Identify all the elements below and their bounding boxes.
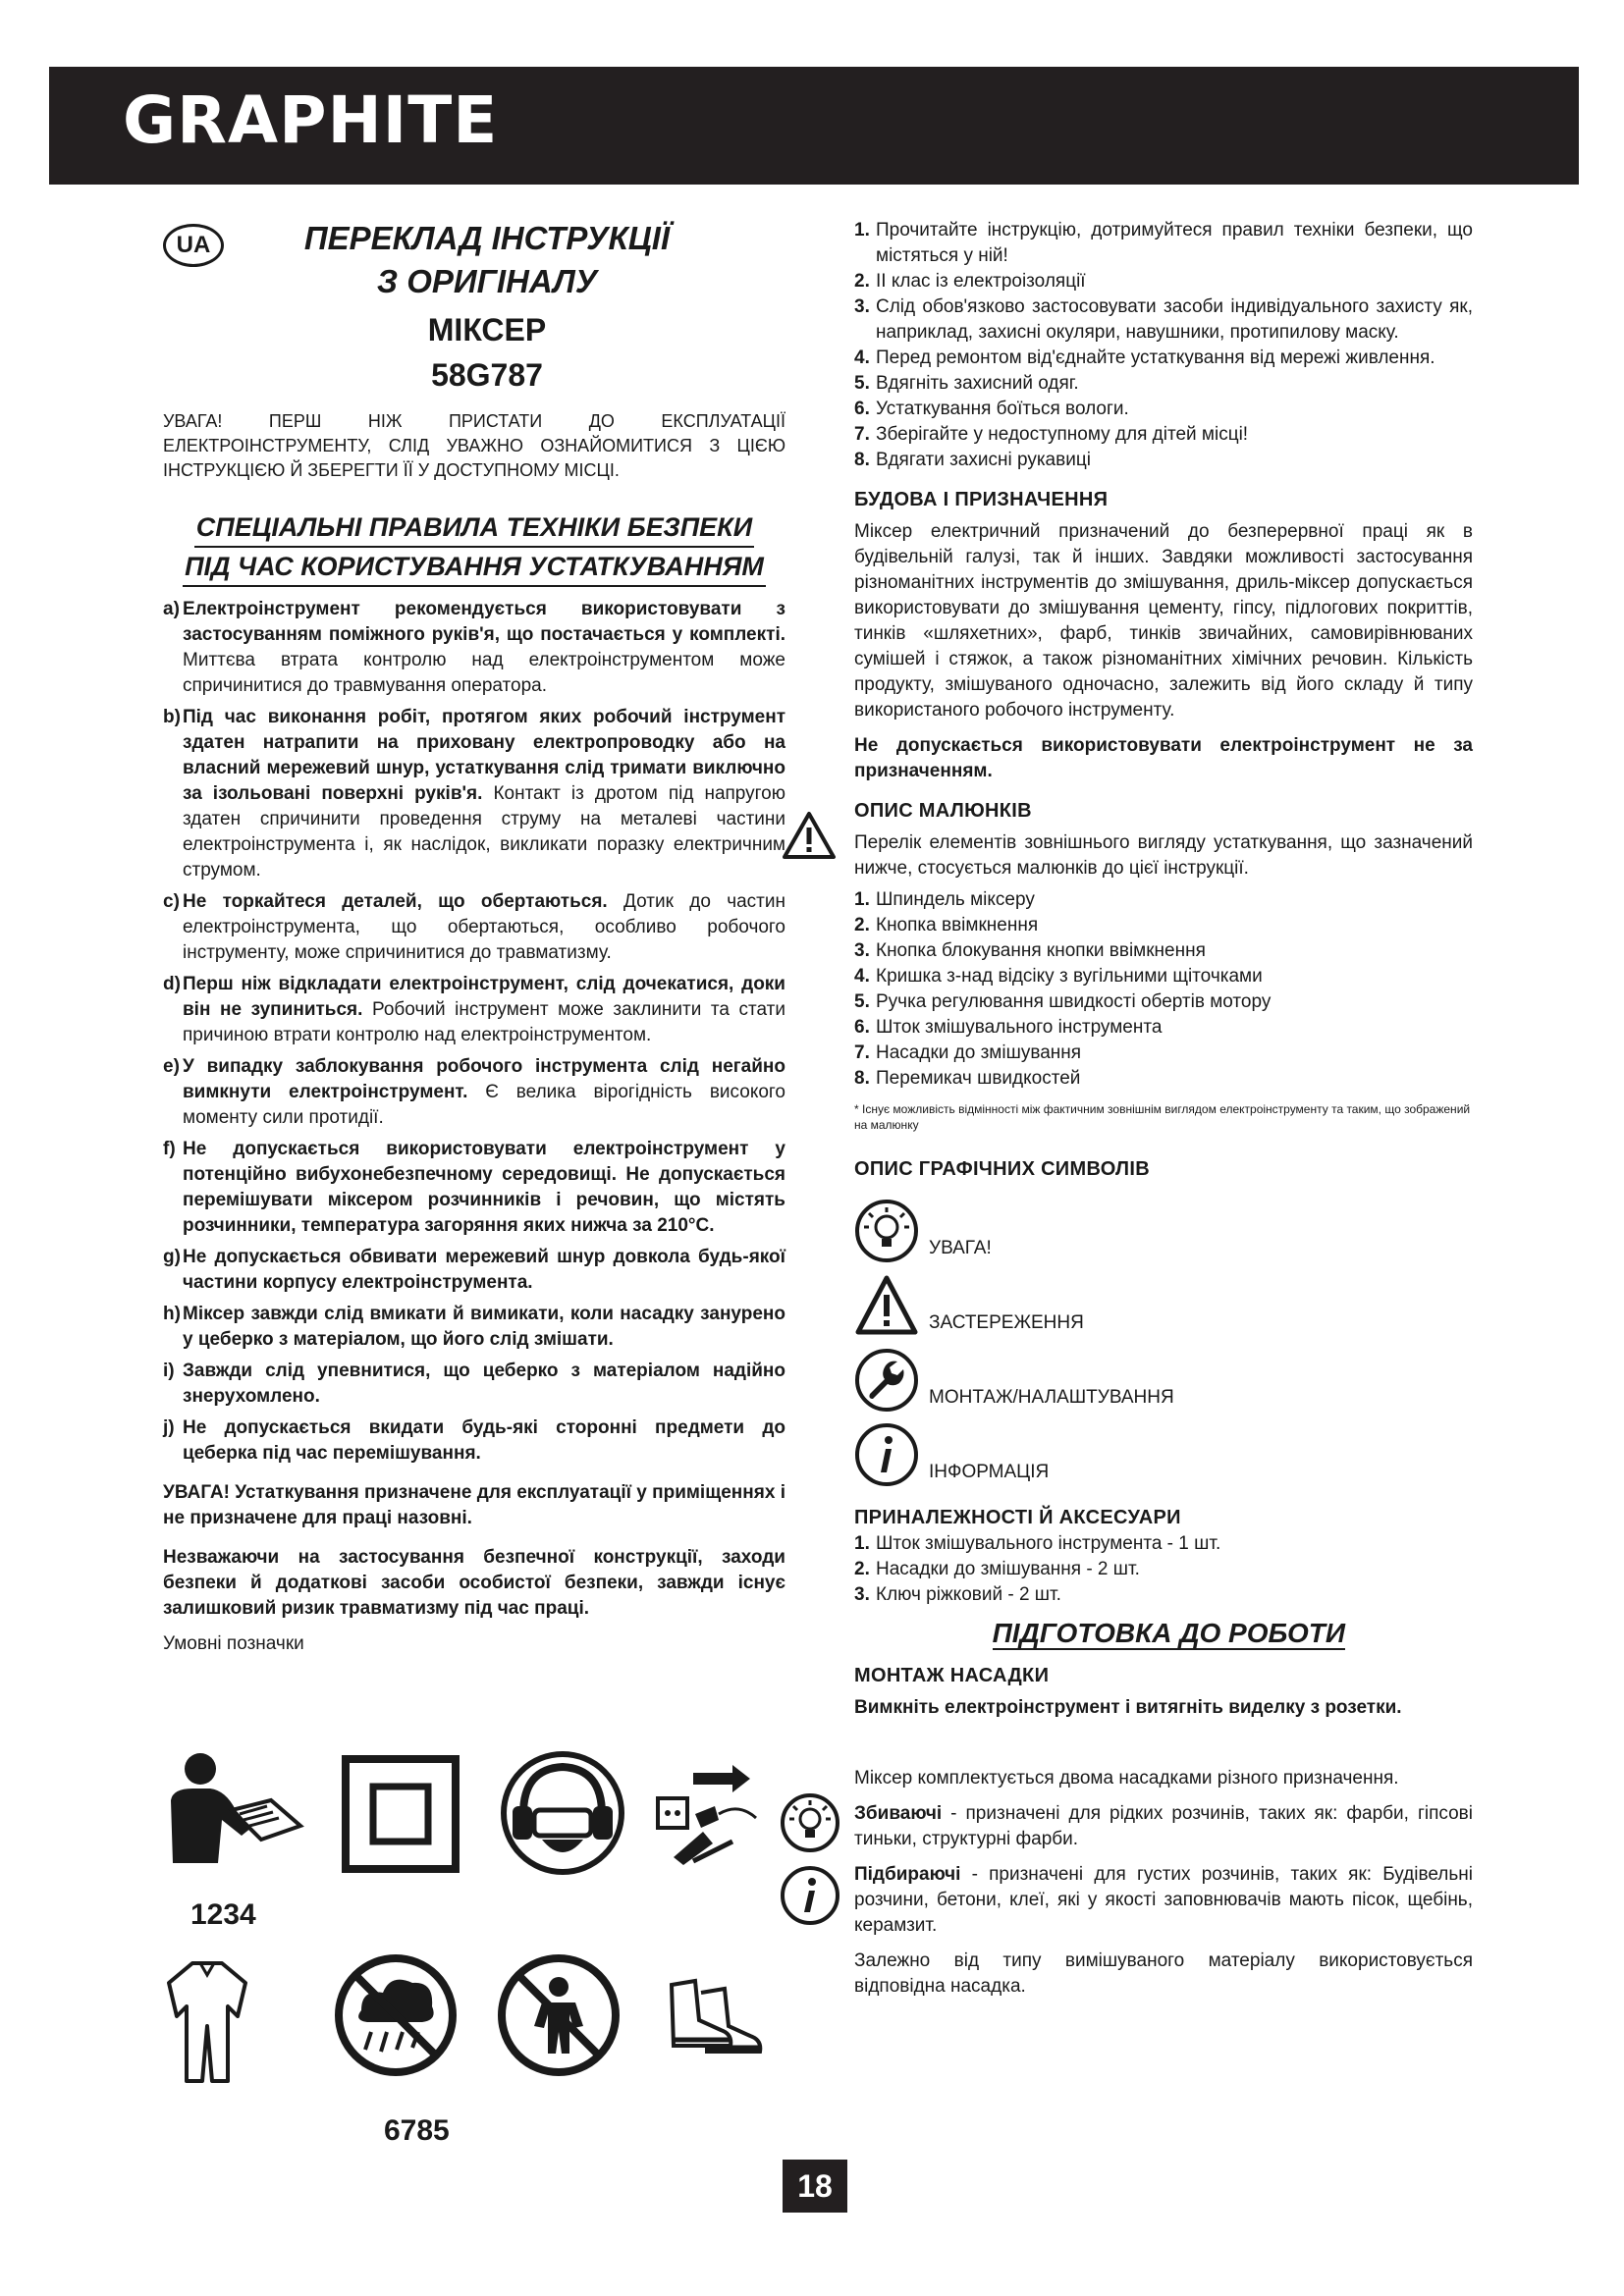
drawing-element-item: 7. Насадки до змішування: [854, 1042, 1082, 1063]
safety-section-title-1: СПЕЦІАЛЬНІ ПРАВИЛА ТЕХНІКИ БЕЗПЕКИ: [163, 508, 785, 548]
protective-equipment-icon: [499, 1749, 626, 1877]
pictogram-description-item: 6. Устаткування боїться вологи.: [854, 399, 1129, 419]
drawing-element-item: 2. Кнопка ввімкнення: [854, 915, 1039, 935]
pictogram-description-item: 5. Вдягніть захисний одяг.: [854, 373, 1079, 394]
pictogram-grid: [163, 1749, 791, 2147]
symbol-label: УВАГА!: [929, 1238, 992, 1258]
pictogram-description-item: 3. Слід обов'язково застосовувати засоби індивідуального захисту як, наприклад, захисні окуляри, навушники, протипилову маску.: [854, 296, 1473, 343]
accessories-heading: ПРИНАЛЕЖНОСТІ Й АКСЕСУАРИ: [854, 1507, 1181, 1528]
symbol-label: ІНФОРМАЦІЯ: [929, 1462, 1050, 1482]
safety-rule: c) Не торкайтеся деталей, що обертаються. Дотик до частин електроінструмента, що обертаються, особливо робочого інструменту, може спричинитися до травматизму.: [163, 891, 785, 963]
closing-paragraph: Залежно від типу вимішуваного матеріалу використовується відповідна насадка.: [854, 1950, 1473, 1997]
pictogram-description-list: [854, 218, 1473, 473]
protective-boots-icon: [662, 1965, 770, 2073]
bulb-icon: [854, 1199, 919, 1263]
wrench-icon: [854, 1348, 919, 1413]
purpose-heading: БУДОВА І ПРИЗНАЧЕННЯ: [854, 489, 1109, 510]
right-column: [854, 218, 1473, 2009]
symbol-label: ЗАСТЕРЕЖЕННЯ: [929, 1312, 1084, 1333]
safety-rule: j) Не допускається вкидати будь-які сторонні предмети до цеберка під час перемішування.: [163, 1417, 785, 1464]
title-line-2: З ОРИГІНАЛУ: [376, 263, 598, 299]
accessory-item: 2. Насадки до змішування - 2 шт.: [854, 1559, 1140, 1579]
symbol-label: МОНТАЖ/НАЛАШТУВАННЯ: [929, 1387, 1174, 1408]
drawings-intro: Перелік елементів зовнішнього вигляду устаткування, що зазначений нижче, стосується малюнків до цієї інструкції.: [854, 832, 1473, 879]
class-ii-insulation-icon: [342, 1755, 460, 1873]
read-manual-icon: [163, 1749, 310, 1865]
whisk-paragraph: Збиваючі - призначені для рідких розчинів, таких як: фарби, гіпсові тиньки, структурні фарби.: [854, 1803, 1473, 1849]
no-children-icon: [495, 1951, 623, 2079]
symbol-row-attention: [854, 1189, 1473, 1263]
mounting-heading: МОНТАЖ НАСАДКИ: [854, 1665, 1050, 1686]
pictogram-label-top: 1234: [190, 1898, 256, 1931]
accessories-list: [854, 1531, 1473, 1608]
intro-warning: УВАГА! ПЕРШ НІЖ ПРИСТАТИ ДО ЕКСПЛУАТАЦІЇ ЕЛЕКТРОІНСТРУМЕНТУ, СЛІД УВАЖНО ОЗНАЙОМИТИСЯ З ЦІЄЮ ІНСТРУКЦІЄЮ Й ЗБЕРЕГТИ ЇЇ У ДОСТУПНОМУ МІСЦІ.: [163, 411, 785, 480]
symbol-row-assembly: [854, 1338, 1473, 1413]
safety-rule: a) Електроінструмент рекомендується використовувати з застосуванням поміжного руків'я, що постачається у комплекті. Миттєва втрата контролю над електроінструментом може спричинитися до травмування оператора.: [163, 599, 785, 696]
accessory-item: 3. Ключ ріжковий - 2 шт.: [854, 1584, 1061, 1605]
drawing-element-item: 8. Перемикач швидкостей: [854, 1068, 1081, 1089]
drawing-element-item: 3. Кнопка блокування кнопки ввімкнення: [854, 940, 1206, 961]
page-number: 18: [783, 2160, 847, 2213]
model-number: 58G787: [431, 357, 543, 393]
drawing-elements-list: [854, 887, 1473, 1092]
warning-triangle-icon: [854, 1273, 919, 1338]
safety-rule: f) Не допускається використовувати електроінструмент у потенційно вибухонебезпечному середовищі. Не допускається перемішувати міксером розчинників і речовин, що містять розчинники, температура загоряння яких нижча за 210°C.: [163, 1139, 785, 1236]
info-icon: [854, 1422, 919, 1487]
symbol-row-warning: [854, 1263, 1473, 1338]
safety-rule: e) У випадку заблокування робочого інструмента слід негайно вимкнути електроінструмент. Є велика вірогідність високого моменту сили протидії.: [163, 1056, 785, 1128]
title-line-1: ПЕРЕКЛАД ІНСТРУКЦІЇ: [303, 220, 671, 256]
protective-clothing-icon: [163, 1957, 251, 2087]
symbols-list: [854, 1189, 1473, 1487]
legend-label: Умовні позначки: [163, 1633, 304, 1654]
accessory-item: 1. Шток змішувального інструмента - 1 шт.: [854, 1533, 1221, 1554]
safety-rule: b) Під час виконання робіт, протягом яких робочий інструмент здатен натрапити на приховану електропроводку або на власний мережевий шнур, устаткування слід тримати виключно за ізольовані поверхні руків'я. Контакт із дротом під напругою здатен спричинити проведення струму на металеві частини електроінструмента і, як наслідок, викликати поразку електричним струмом.: [163, 707, 785, 881]
symbols-heading: ОПИС ГРАФІЧНИХ СИМВОЛІВ: [854, 1158, 1150, 1180]
bulb-icon: [780, 1792, 840, 1853]
safety-rules-list: [163, 597, 785, 1467]
safety-rule: h) Міксер завжди слід вмикати й вимикати, коли насадку занурено у цеберко з матеріалом, що його слід змішати.: [163, 1304, 785, 1350]
drawings-footnote: * Існує можливість відмінності між фактичним зовнішнім виглядом електроінструменту та таким, що зображений на малюнку: [854, 1102, 1471, 1132]
drawing-element-item: 5. Ручка регулювання швидкості обертів мотору: [854, 991, 1272, 1012]
product-name: МІКСЕР: [427, 312, 547, 347]
pictogram-description-item: 8. Вдягати захисні рукавиці: [854, 450, 1091, 470]
residual-risk-note: Незважаючи на застосування безпечної конструкції, заходи безпеки й додаткові засоби особистої безпеки, завжди існує залишковий ризик травматизму під час праці.: [163, 1547, 785, 1619]
picker-paragraph: Підбираючі - призначені для густих розчинів, таких як: Будівельні розчини, бетони, клеї, які у якості заповнювачів мають пісок, щебінь, керамзит.: [854, 1864, 1473, 1936]
purpose-bold-note: Не допускається використовувати електроінструмент не за призначенням.: [854, 735, 1473, 781]
title-block: [163, 218, 785, 400]
safety-rule: g) Не допускається обвивати мережевий шнур довкола будь-якої частини корпусу електроінструмента.: [163, 1247, 785, 1293]
pictogram-description-item: 7. Зберігайте у недоступному для дітей місці!: [854, 424, 1249, 445]
left-column: [163, 218, 785, 1667]
preparation-section-title: ПІДГОТОВКА ДО РОБОТИ: [992, 1618, 1345, 1648]
unplug-icon: [654, 1763, 777, 1871]
drawings-heading: ОПИС МАЛЮНКІВ: [854, 800, 1032, 822]
safety-rule: i) Завжди слід упевнитися, що цеберко з матеріалом надійно знерухомлено.: [163, 1361, 785, 1407]
pictogram-description-item: 2. II клас із електроізоляції: [854, 271, 1086, 292]
no-rain-icon: [332, 1951, 460, 2079]
safety-section-title-2: ПІД ЧАС КОРИСТУВАННЯ УСТАТКУВАННЯМ: [163, 548, 785, 587]
drawing-element-item: 6. Шток змішувального інструмента: [854, 1017, 1163, 1038]
warning-triangle-icon: [782, 811, 837, 860]
drawing-element-item: 1. Шпиндель міксеру: [854, 889, 1035, 910]
unplug-instruction: Вимкніть електроінструмент і витягніть виделку з розетки.: [854, 1697, 1402, 1718]
safety-rule: d) Перш ніж відкладати електроінструмент, слід дочекатися, доки він не зупиниться. Робочий інструмент може заклинити та стати причиною втрати контролю над електроінструментом.: [163, 974, 785, 1045]
brand-logo: GRAPHITE: [123, 82, 499, 158]
pictogram-label-bottom: 6785: [384, 2114, 450, 2147]
purpose-text: Міксер електричний призначений до безперервної праці як в будівельній галузі, так й інших. Завдяки можливості застосування різноманітних інструментів до змішування, дриль-міксер допускається використовувати до змішування цементу, гіпсу, підлогових покриттів, тинків «шляхетних», фарб, тинків звичайних, самовирівнюваних сумішей і стяжок, а також різноманітних хімічних речовин. Кількість продукту, змішуваного одночасно, залежить від його складу й типу використаного робочого інструменту.: [854, 521, 1473, 721]
info-text: Міксер комплектується двома насадками різного призначення.: [854, 1768, 1399, 1789]
symbol-row-info: [854, 1413, 1473, 1487]
info-icon: [780, 1865, 840, 1926]
pictogram-description-item: 4. Перед ремонтом від'єднайте устаткування від мережі живлення.: [854, 347, 1435, 368]
drawing-element-item: 4. Кришка з-над відсіку з вугільними щіточками: [854, 966, 1263, 987]
outdoor-warning: УВАГА! Устаткування призначене для експлуатації у приміщеннях і не призначене для праці назовні.: [163, 1482, 785, 1528]
language-badge: UA: [163, 224, 224, 267]
pictogram-description-item: 1. Прочитайте інструкцію, дотримуйтеся правил техніки безпеки, що містяться у ній!: [854, 220, 1473, 266]
